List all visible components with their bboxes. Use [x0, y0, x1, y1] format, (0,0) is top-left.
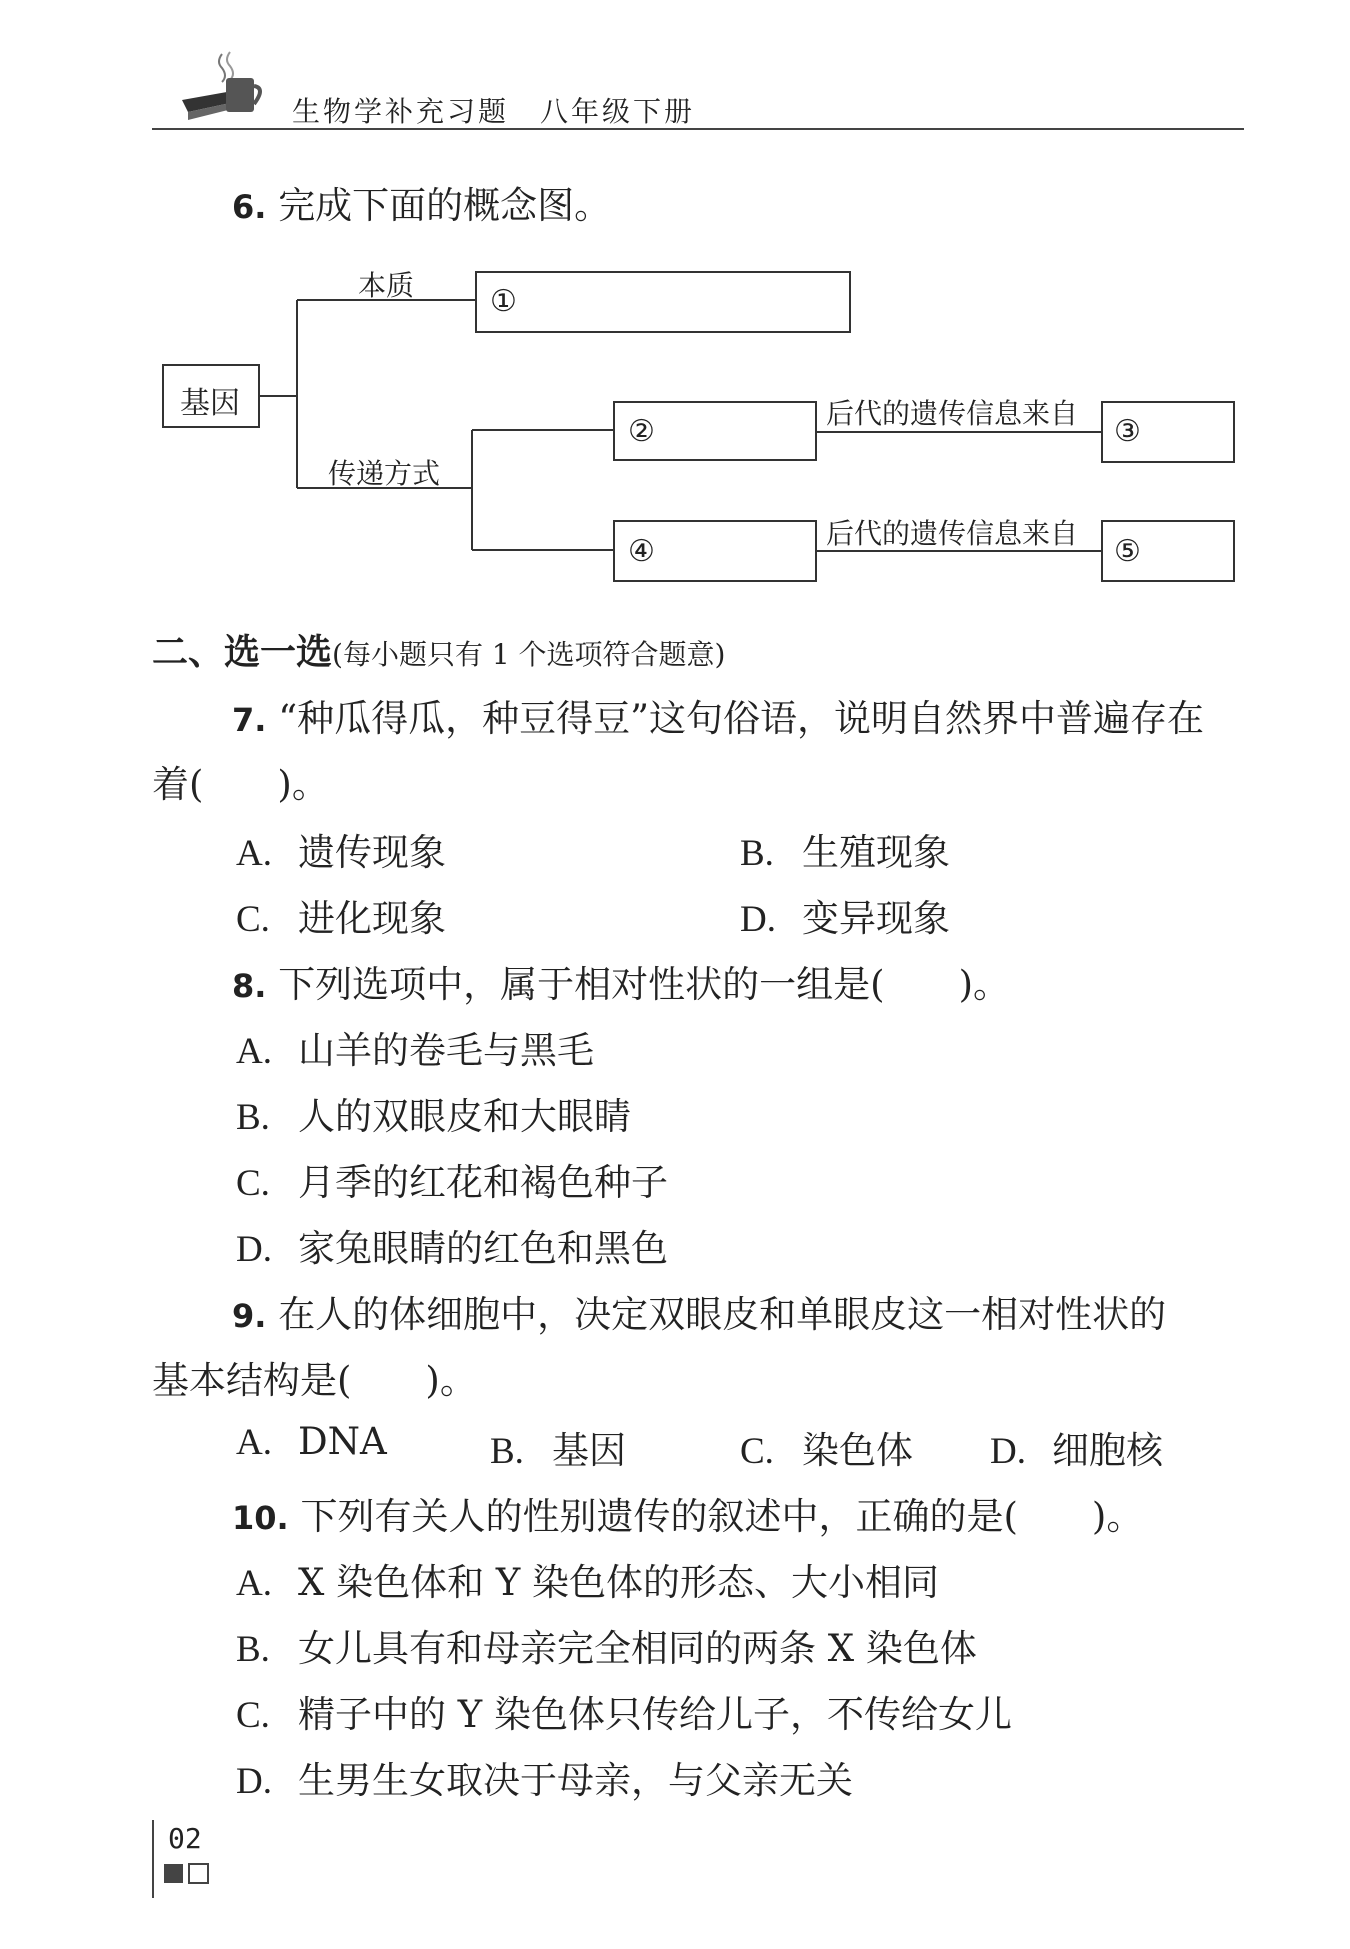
- section-heading: 二、选一选: [152, 632, 333, 673]
- arrow-label-top: 后代的遗传信息来自: [826, 397, 1079, 430]
- question-text-line1: “种瓜得瓜，种豆得豆”这句俗语，说明自然界中普遍存在: [278, 697, 1205, 740]
- page-number: 02: [168, 1822, 202, 1855]
- option-text: DNA: [298, 1420, 387, 1463]
- option-c: [740, 1420, 913, 1474]
- box-2-marker: ②: [628, 414, 655, 449]
- option-text: 染色体: [802, 1429, 913, 1472]
- question-7: [232, 688, 1204, 742]
- header-title: 生物学补充习题 八年级下册: [292, 95, 696, 128]
- option-text: 基因: [552, 1429, 626, 1472]
- option-letter: B.: [236, 1629, 270, 1670]
- option-letter: A.: [236, 833, 272, 874]
- box-3-marker: ③: [1114, 414, 1141, 449]
- question-number: 6.: [232, 188, 267, 226]
- question-text: 下列有关人的性别遗传的叙述中，正确的是( )。: [300, 1495, 1144, 1538]
- option-text: 细胞核: [1052, 1429, 1163, 1472]
- branch-label-transmission: 传递方式: [328, 457, 441, 490]
- option-letter: A.: [236, 1031, 272, 1072]
- section-title: [152, 624, 725, 675]
- question-text: 完成下面的概念图。: [278, 184, 612, 227]
- option-c: [236, 1152, 668, 1206]
- option-letter: B.: [740, 833, 774, 874]
- option-text: 变异现象: [802, 897, 950, 940]
- question-text: 下列选项中，属于相对性状的一组是( )。: [278, 963, 1011, 1006]
- option-b: [490, 1420, 626, 1474]
- question-number: 9.: [232, 1297, 267, 1335]
- option-a: [236, 1020, 594, 1074]
- arrow-label-bottom: 后代的遗传信息来自: [826, 517, 1079, 550]
- option-d: [740, 888, 950, 942]
- option-letter: B.: [236, 1097, 270, 1138]
- question-number: 8.: [232, 967, 267, 1005]
- option-text: 生殖现象: [802, 831, 950, 874]
- option-letter: A.: [236, 1422, 272, 1463]
- option-d: [236, 1750, 853, 1804]
- option-d: [236, 1218, 668, 1272]
- option-letter: A.: [236, 1563, 272, 1604]
- question-10: [232, 1486, 1143, 1540]
- question-9: [232, 1284, 1166, 1338]
- option-text: 生男生女取决于母亲，与父亲无关: [298, 1759, 853, 1802]
- question-text-line1: 在人的体细胞中，决定双眼皮和单眼皮这一相对性状的: [278, 1293, 1167, 1336]
- option-b: [740, 822, 950, 876]
- option-letter: B.: [490, 1431, 524, 1472]
- option-text: 山羊的卷毛与黑毛: [298, 1029, 594, 1072]
- option-c: [236, 1684, 1012, 1738]
- option-text: 女儿具有和母亲完全相同的两条 X 染色体: [298, 1627, 977, 1670]
- option-a: [236, 1420, 387, 1464]
- option-letter: D.: [740, 899, 776, 940]
- option-letter: C.: [740, 1431, 774, 1472]
- option-letter: D.: [236, 1761, 272, 1802]
- option-text: 人的双眼皮和大眼睛: [298, 1095, 631, 1138]
- concept-diagram: [0, 0, 1350, 620]
- option-letter: C.: [236, 1695, 270, 1736]
- option-b: [236, 1086, 631, 1140]
- footer-rule: [152, 1820, 154, 1898]
- section-note: (每小题只有 1 个选项符合题意): [332, 638, 726, 671]
- question-number: 7.: [232, 701, 267, 739]
- option-text: X 染色体和 Y 染色体的形态、大小相同: [298, 1561, 940, 1604]
- box-1-marker: ①: [490, 284, 517, 319]
- branch-label-nature: 本质: [358, 269, 415, 302]
- option-text: 进化现象: [298, 897, 446, 940]
- question-8: [232, 954, 1010, 1008]
- box-1: [476, 272, 850, 332]
- option-text: 月季的红花和褐色种子: [298, 1161, 668, 1204]
- box-4-marker: ④: [628, 534, 655, 569]
- question-number: 10.: [232, 1499, 289, 1537]
- option-b: [236, 1618, 977, 1672]
- option-letter: D.: [990, 1431, 1026, 1472]
- root-label: 基因: [180, 386, 240, 421]
- option-d: [990, 1420, 1163, 1474]
- option-letter: D.: [236, 1229, 272, 1270]
- option-letter: C.: [236, 899, 270, 940]
- option-letter: C.: [236, 1163, 270, 1204]
- question-9-line2: 基本结构是( )。: [152, 1359, 477, 1402]
- option-a: [236, 1552, 939, 1606]
- page-squares-icon: [162, 1862, 212, 1886]
- option-text: 遗传现象: [298, 831, 446, 874]
- option-text: 家兔眼睛的红色和黑色: [298, 1227, 668, 1270]
- box-5-marker: ⑤: [1114, 534, 1141, 569]
- question-7-line2: 着( )。: [152, 763, 329, 806]
- option-text: 精子中的 Y 染色体只传给儿子，不传给女儿: [298, 1693, 1012, 1736]
- option-a: [236, 822, 446, 876]
- option-c: [236, 888, 446, 942]
